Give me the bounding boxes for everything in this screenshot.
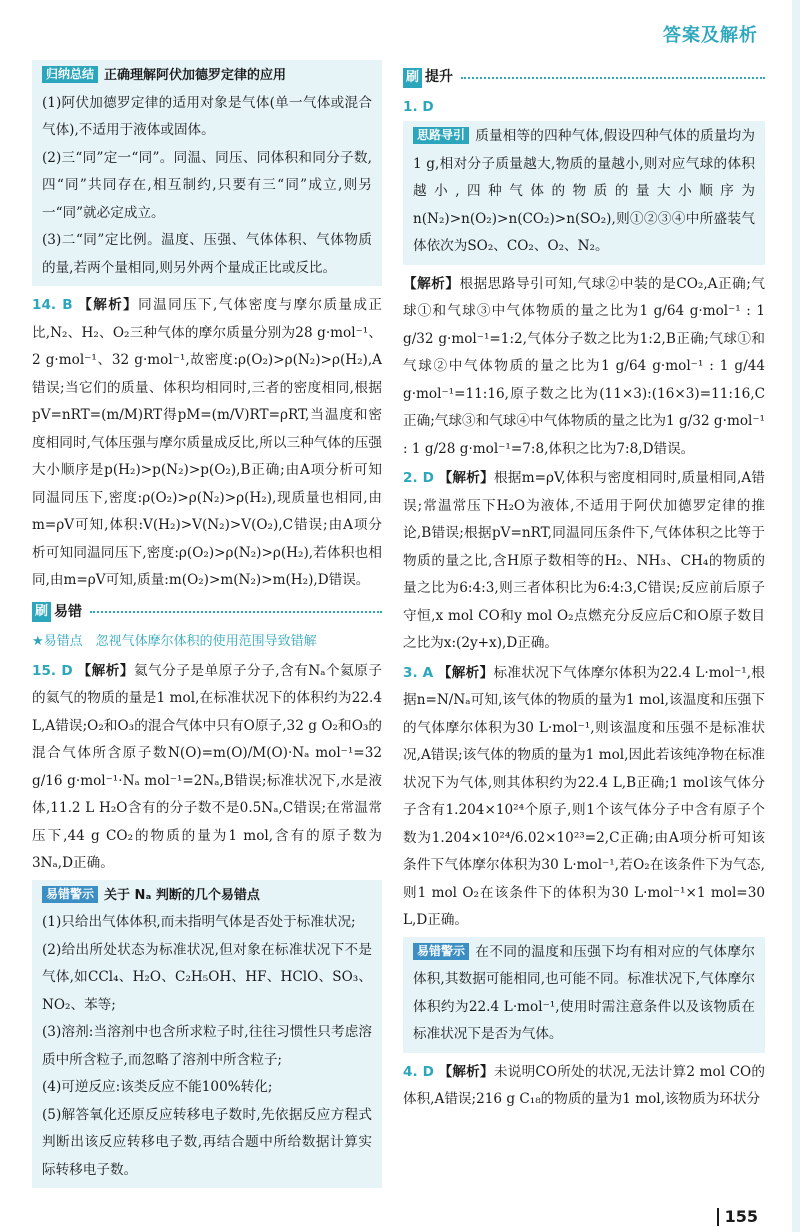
page-edge-strip <box>792 0 800 1232</box>
warning-line: (2)给出所处状态为标准状况,但对象在标准状况下不是气体,如CCl₄、H₂O、C₂H₅OH、HF、HClO、SO₃、NO₂、苯等; <box>42 941 372 1013</box>
section-badge: 刷 <box>32 602 51 622</box>
question-text: 未说明CO所处的状况,无法计算2 mol CO的体积,A错误;216 g C₁₈的物质的量为1 mol,该物质为环状分 <box>403 1063 766 1107</box>
analysis-label: 【解析】 <box>78 297 139 313</box>
summary-box-header <box>42 62 372 90</box>
hint-text: 质量相等的四种气体,假设四种气体的质量均为1 g,相对分子质量越大,物质的量越小,则对应气球的体积越小,四种气体的物质的量大小顺序为n(N₂)>n(O₂)>n(CO₂)>n(SO₂),则①②③④中所盛装气体依次为SO₂、CO₂、O₂、N₂。 <box>413 128 755 254</box>
question-text: 根据思路导引可知,气球②中装的是CO₂,A正确;气球①和气球③中气体物质的量之比为1 g/64 g·mol⁻¹ : 1 g/32 g·mol⁻¹=1:2,气体分子数之比为1:2,B正确;气球①和气球②中气体物质的量之比为1 g/64 g·mol⁻¹ : 1 g/44 g·mol⁻¹=11:16,原子数之比为(11×3):(16×3)=11:16,C正确;气球③和气球④中气体物质的量之比为1 g/32 g·mol⁻¹ : 1 g/28 g·mol⁻¹=7:8,体积之比为7:8,D错误。 <box>403 275 765 457</box>
question-number: 2. D <box>403 470 434 486</box>
section-badge: 刷 <box>403 68 422 88</box>
warning-line: (1)只给出气体体积,而未指明气体是否处于标准状况; <box>42 914 356 930</box>
question-number: 4. D <box>403 1063 434 1080</box>
question-2 <box>403 465 765 658</box>
warning-box <box>403 937 765 1053</box>
warning-tag: 易错警示 <box>413 943 469 960</box>
summary-title: 正确理解阿伏加德罗定律的应用 <box>104 68 287 83</box>
question-4 <box>403 1059 765 1114</box>
page-number: 155 <box>717 1208 758 1226</box>
question-text: 同温同压下,气体密度与摩尔质量成正比,N₂、H₂、O₂三种气体的摩尔质量分别为28 g·mol⁻¹、2 g·mol⁻¹、32 g·mol⁻¹,故密度:ρ(O₂)>ρ(N₂)>ρ(H₂),A错误;当它们的质量、体积均相同时,三者的密度相同,根据pV=nRT=(m/M)RT得pM=(m/V)RT=ρRT,当温度和密度相同时,气体压强与摩尔质量成反比,所以三种气体的压强大小顺序是p(H₂)>p(N₂)>p(O₂),B正确;由A项分析可知同温同压下,密度:ρ(O₂)>ρ(N₂)>ρ(H₂),现质量也相同,由m=ρV可知,体积:V(H₂)>V(N₂)>V(O₂),C错误;由A项分析可知同温同压下,密度:ρ(O₂)>ρ(N₂)>ρ(H₂),若体积也相同,由m=ρV可知,质量:m(O₂)>m(N₂)>m(H₂),D错误。 <box>32 297 382 588</box>
section-divider <box>90 611 382 613</box>
analysis-label: 【解析】 <box>403 275 460 292</box>
analysis-label: 【解析】 <box>437 664 494 681</box>
warning-title: 关于 Nₐ 判断的几个易错点 <box>104 887 260 903</box>
warning-tag: 易错警示 <box>42 886 98 903</box>
section-label: 易错 <box>54 603 83 620</box>
hint-box <box>403 121 765 265</box>
question-text: 根据m=ρV,体积与密度相同时,质量相同,A错误;常温常压下H₂O为液体,不适用于阿伏加德罗定律的推论,B错误;根据pV=nRT,同温同压条件下,气体体积之比等于物质的量之比,含H原子数相等的H₂、NH₃、CH₄的物质的量之比为6:4:3,则三者体积比为6:4:3,C错误;反应前后原子守恒,x mol CO和y mol O₂点燃充分反应后C和O原子数目之比为x:(2y+x),D正确。 <box>403 470 766 651</box>
header-title: 答案及解析 <box>663 25 758 46</box>
question-3 <box>403 660 765 935</box>
summary-tag: 归纳总结 <box>42 66 98 83</box>
analysis-label: 【解析】 <box>438 1063 494 1080</box>
left-column <box>32 60 382 1194</box>
section-divider <box>461 77 765 79</box>
warning-box <box>32 880 382 1189</box>
summary-box <box>32 60 382 286</box>
question-number: 3. A <box>403 664 434 681</box>
summary-line: (1)阿伏加德罗定律的适用对象是气体(单一气体或混合气体),不适用于液体或固体。 <box>42 94 372 138</box>
warning-line: (4)可逆反应:该类反应不能100%转化; <box>42 1079 273 1095</box>
right-column <box>403 60 765 1116</box>
section-header-up <box>403 64 765 92</box>
question-1 <box>403 271 765 464</box>
warning-line: (5)解答氧化还原反应转移电子数时,先依据反应方程式判断出该反应转移电子数,再结合题中所给数据计算实际转移电子数。 <box>42 1106 372 1178</box>
section-header-easy-wrong <box>32 599 382 627</box>
question-text: 氦气分子是单原子分子,含有Nₐ个氦原子的氦气的物质的量是1 mol,在标准状况下的体积约为22.4 L,A错误;O₂和O₃的混合气体中只有O原子,32 g O₂和O₃的混合气体所含原子数N(O)=m(O)/M(O)·Nₐ mol⁻¹=32 g/16 g·mol⁻¹·Nₐ mol⁻¹=2Nₐ,B错误;标准状况下,水是液体,11.2 L H₂O含有的分子数不是0.5Nₐ,C错误;在常温常压下,44 g CO₂的物质的量为1 mol,含有的原子数为3Nₐ,D正确。 <box>32 662 382 871</box>
question-15 <box>32 658 382 878</box>
question-number: 1. D <box>403 98 434 115</box>
analysis-label: 【解析】 <box>77 662 134 679</box>
warning-box-header <box>42 882 372 910</box>
question-number: 15. D <box>32 662 73 679</box>
question-text: 标准状况下气体摩尔体积为22.4 L·mol⁻¹,根据n=N/Nₐ可知,该气体的物质的量为1 mol,该温度和压强下的气体摩尔体积为30 L·mol⁻¹,则该温度和压强不是标准状况,A错误;该气体的物质的量为1 mol,因此若该纯净物在标准状况下为气体,则其体积约为22.4 L,B正确;1 mol该气体分子含有1.204×10²⁴个原子,则1个该气体分子中含有原子个数为1.204×10²⁴/6.02×10²³=2,C正确;由A项分析可知该条件下气体摩尔体积为30 L·mol⁻¹,若O₂在该条件下为气态,则1 mol O₂在该条件下的体积为30 L·mol⁻¹×1 mol=30 L,D正确。 <box>403 664 765 928</box>
section-label: 提升 <box>425 69 454 85</box>
summary-line: (3)二“同”定比例。温度、压强、气体体积、气体物质的量,若两个量相同,则另外两个量成正比或反比。 <box>42 232 372 276</box>
question-14 <box>32 292 382 595</box>
question-number: 14. B <box>32 297 73 313</box>
warning-line: (3)溶剂:当溶剂中也含所求粒子时,往往习惯性只考虑溶质中所含粒子,而忽略了溶剂中所含粒子; <box>42 1024 372 1068</box>
analysis-label: 【解析】 <box>438 470 494 486</box>
mistake-point: ★易错点 忽视气体摩尔体积的使用范围导致错解 <box>32 634 317 649</box>
hint-tag: 思路导引 <box>413 127 469 144</box>
summary-line: (2)三“同”定一“同”。同温、同压、同体积和同分子数,四“同”共同存在,相互制约,只要有三“同”成立,则另一“同”就必定成立。 <box>42 149 372 221</box>
warning-text: 在不同的温度和压强下均有相对应的气体摩尔体积,其数据可能相同,也可能不同。标准状况下,气体摩尔体积约为22.4 L·mol⁻¹,使用时需注意条件以及该物质在标准状况下是否为气体。 <box>413 943 755 1042</box>
